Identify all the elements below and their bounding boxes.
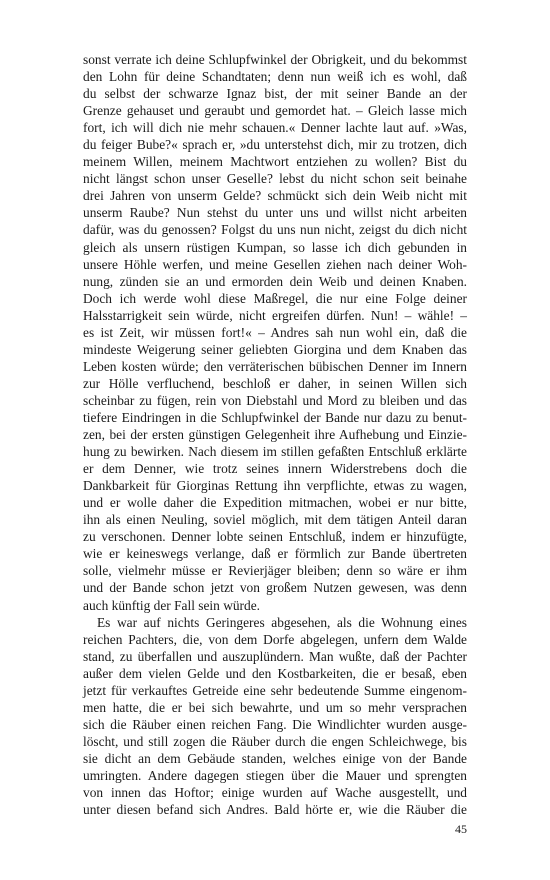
text-line: sie dicht an dem Gebäude standen, welches einige von der Bande [83,750,467,766]
page-number: 45 [455,822,467,836]
text-line: außer dem vielen Gelde und den Kostbarkeiten, die er besaß, eben [83,665,467,681]
text-line: sich die Räuber einen reichen Fang. Die Windlichter wurden ausge- [83,716,467,732]
text-line: zu verschonen. Denner lobte seinen Entschluß, indem er hinzufügte, [83,529,467,545]
text-line: dafür, was du genossen? Folgst du uns nun nicht, zeigst du dich nicht [83,222,467,238]
text-line: Es war auf nichts Geringeres abgesehen, als die Wohnung eines [97,614,467,630]
text-line: löscht, und still zogen die Räuber durch die engen Schleichwege, bis [83,733,467,749]
text-line: drei Jahren von unserm Gelde? schmückt sich dein Weib nicht mit [83,188,467,204]
text-line: tiefere Eindringen in die Schlupfwinkel der Bande nur dazu zu benut- [83,409,467,425]
text-line: den Lohn für deine Schandtaten; denn nun weiß ich es wohl, daß [83,69,467,85]
text-line: unserm Raube? Nun stehst du unter uns und willst nicht arbeiten [83,205,467,221]
text-line: und der Bande schon jetzt von großem Nutzen gewesen, was denn [83,580,467,596]
text-line: unsere Höhle werfen, und meine Gesellen ziehen nach deiner Woh- [83,256,467,272]
text-line: Halsstarrigkeit sein würde, nicht ergreifen dürfen. Nun! – wähle! – [83,307,467,323]
text-line: zen, bei der ersten günstigen Gelegenheit ihre Aufhebung und Einzie- [83,427,467,443]
text-line: ihn als einen Neuling, soviel möglich, mit dem tätigen Anteil daran [83,512,467,528]
text-line: und er wolle daher die Expedition mitmachen, wobei er nur bitte, [83,495,467,511]
text-line: er dem Denner, wie trotz seines innern Widerstrebens doch die [83,461,467,477]
text-line: Leben kosten würde; den verräterischen bübischen Denner im Innern [83,358,467,374]
text-line: stand, zu überfallen und auszuplündern. Man wußte, daß der Pachter [83,648,467,664]
text-line: hung zu bewirken. Nach diesem im stillen gefaßten Entschluß erklärte [83,444,467,460]
text-line: auch künftig der Fall sein würde. [83,597,261,613]
text-line: umringten. Andere dagegen stiegen über die Mauer und sprengten [83,767,467,783]
text-line: gleich als unsern rüstigen Kumpan, so lasse ich dich gebunden in [83,239,467,255]
text-line: nicht längst schon unser Geselle? lebst du nicht schon seit beinahe [83,171,467,187]
text-line: nung, zünden sie an und ermorden dein Weib und deinen Knaben. [83,273,467,289]
text-line: Grenze gehauset und geraubt und gemordet hat. – Gleich lasse mich [83,103,467,119]
text-line: sonst verrate ich deine Schlupfwinkel der Obrigkeit, und du bekommst [83,52,467,67]
text-line: es ist Zeit, wir müssen fort!« – Andres sah nun wohl ein, daß die [83,324,467,340]
text-line: unter diesen befand sich Andres. Bald hörte er, wie die Räuber die [83,802,467,818]
paragraph [83,51,467,614]
text-line: von innen das Hoftor; einige wurden auf Wache ausgestellt, und [83,785,467,801]
text-line: wie er keineswegs verlange, daß er förmlich zur Bande übertreten [83,546,467,562]
text-line: reichen Pachters, die, von dem Dorfe abgelegen, unfern dem Walde [83,631,467,647]
text-line: zur Hölle verfluchend, beschloß er daher, in seinen Willen sich [83,375,467,391]
text-line: men hatte, die er bei sich bewahrte, und um so mehr versprachen [83,699,467,715]
text-line: du feiger Bube?« sprach er, »du unterstehst dich, mir zu trotzen, dich [83,137,467,153]
paragraph [83,614,467,819]
body-text [83,51,467,818]
text-line: meinem Willen, meinem Machtwort entziehen zu wollen? Bist du [83,154,467,170]
text-line: jetzt für verkauftes Getreide eine sehr bedeutende Summe eingenom- [83,682,467,698]
text-line: scheinbar zu fügen, rein von Diebstahl und Mord zu bleiben und das [83,392,467,408]
text-line: Dankbarkeit für Giorginas Rettung ihn verpflichte, etwas zu wagen, [83,478,467,494]
text-line: solle, vielmehr müsse er Revierjäger bleiben; denn so wäre er ihm [83,563,467,579]
text-line: du selbst der schwarze Ignaz bist, der mit seiner Bande an der [83,86,467,102]
text-line: mindeste Weigerung seiner geliebten Giorgina und dem Knaben das [83,341,467,357]
text-line: fort, ich will dich nie mehr schauen.« Denner lachte laut auf. »Was, [83,120,467,136]
text-line: Doch ich werde wohl diese Maßregel, die nur eine Folge deiner [83,290,467,306]
